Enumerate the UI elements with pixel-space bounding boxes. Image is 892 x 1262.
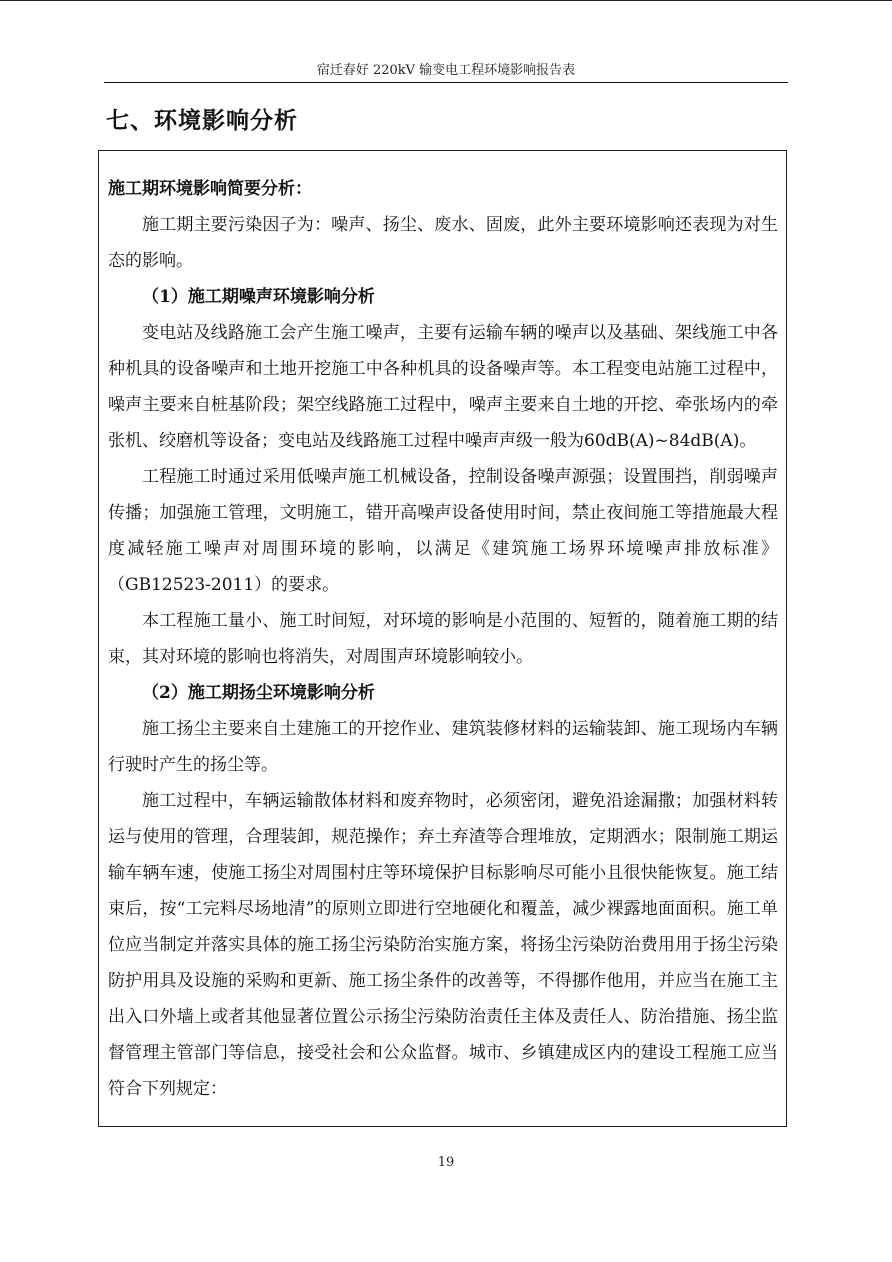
section-title: 七、环境影响分析 <box>106 107 298 134</box>
noise-paragraph-2: 工程施工时通过采用低噪声施工机械设备，控制设备噪声源强；设置围挡，削弱噪声传播；加强施工管理，文明施工，错开高噪声设备使用时间，禁止夜间施工等措施最大程度减轻施工噪声对周围环境的影响，以满足《建筑施工场界环境噪声排放标准》（GB12523-2011）的要求。 <box>108 467 778 595</box>
intro-paragraph: 施工期主要污染因子为：噪声、扬尘、废水、固废，此外主要环境影响还表现为对生态的影响。 <box>108 215 778 271</box>
noise-paragraph-3: 本工程施工量小、施工时间短，对环境的影响是小范围的、短暂的，随着施工期的结束，其对环境的影响也将消失，对周围声环境影响较小。 <box>108 611 778 667</box>
noise-paragraph-1: 变电站及线路施工会产生施工噪声，主要有运输车辆的噪声以及基础、架线施工中各种机具的设备噪声和土地开挖施工中各种机具的设备噪声等。本工程变电站施工过程中，噪声主要来自桩基阶段；架空线路施工过程中，噪声主要来自土地的开挖、牵张场内的牵张机、绞磨机等设备；变电站及线路施工过程中噪声声级一般为60dB(A)~84dB(A)。 <box>108 323 778 451</box>
dust-paragraph-1: 施工扬尘主要来自土建施工的开挖作业、建筑装修材料的运输装卸、施工现场内车辆行驶时产生的扬尘等。 <box>108 719 778 775</box>
content-heading: 施工期环境影响简要分析： <box>108 179 312 199</box>
dust-subheading: （2）施工期扬尘环境影响分析 <box>142 683 375 703</box>
page-number: 19 <box>437 1155 455 1170</box>
dust-paragraph-2: 施工过程中，车辆运输散体材料和废弃物时，必须密闭，避免沿途漏撒；加强材料转运与使用的管理，合理装卸，规范操作；弃土弃渣等合理堆放，定期洒水；限制施工期运输车辆车速，使施工扬尘对周围村庄等环境保护目标影响尽可能小且很快能恢复。施工结束后，按“工完料尽场地清”的原则立即进行空地硬化和覆盖，减少裸露地面面积。施工单位应当制定并落实具体的施工扬尘污染防治实施方案，将扬尘污染防治费用用于扬尘污染防护用具及设施的采购和更新、施工扬尘条件的改善等，不得挪作他用，并应当在施工主出入口外墙上或者其他显著位置公示扬尘污染防治责任主体及责任人、防治措施、扬尘监督管理主管部门等信息，接受社会和公众监督。城市、乡镇建成区内的建设工程施工应当符合下列规定： <box>108 791 778 1099</box>
top-border-line <box>0 0 892 1</box>
noise-subheading: （1）施工期噪声环境影响分析 <box>142 287 375 307</box>
analysis-content-box <box>98 150 787 1127</box>
running-header: 宿迁春好 220kV 输变电工程环境影响报告表 <box>316 63 576 78</box>
header-divider <box>104 82 788 83</box>
